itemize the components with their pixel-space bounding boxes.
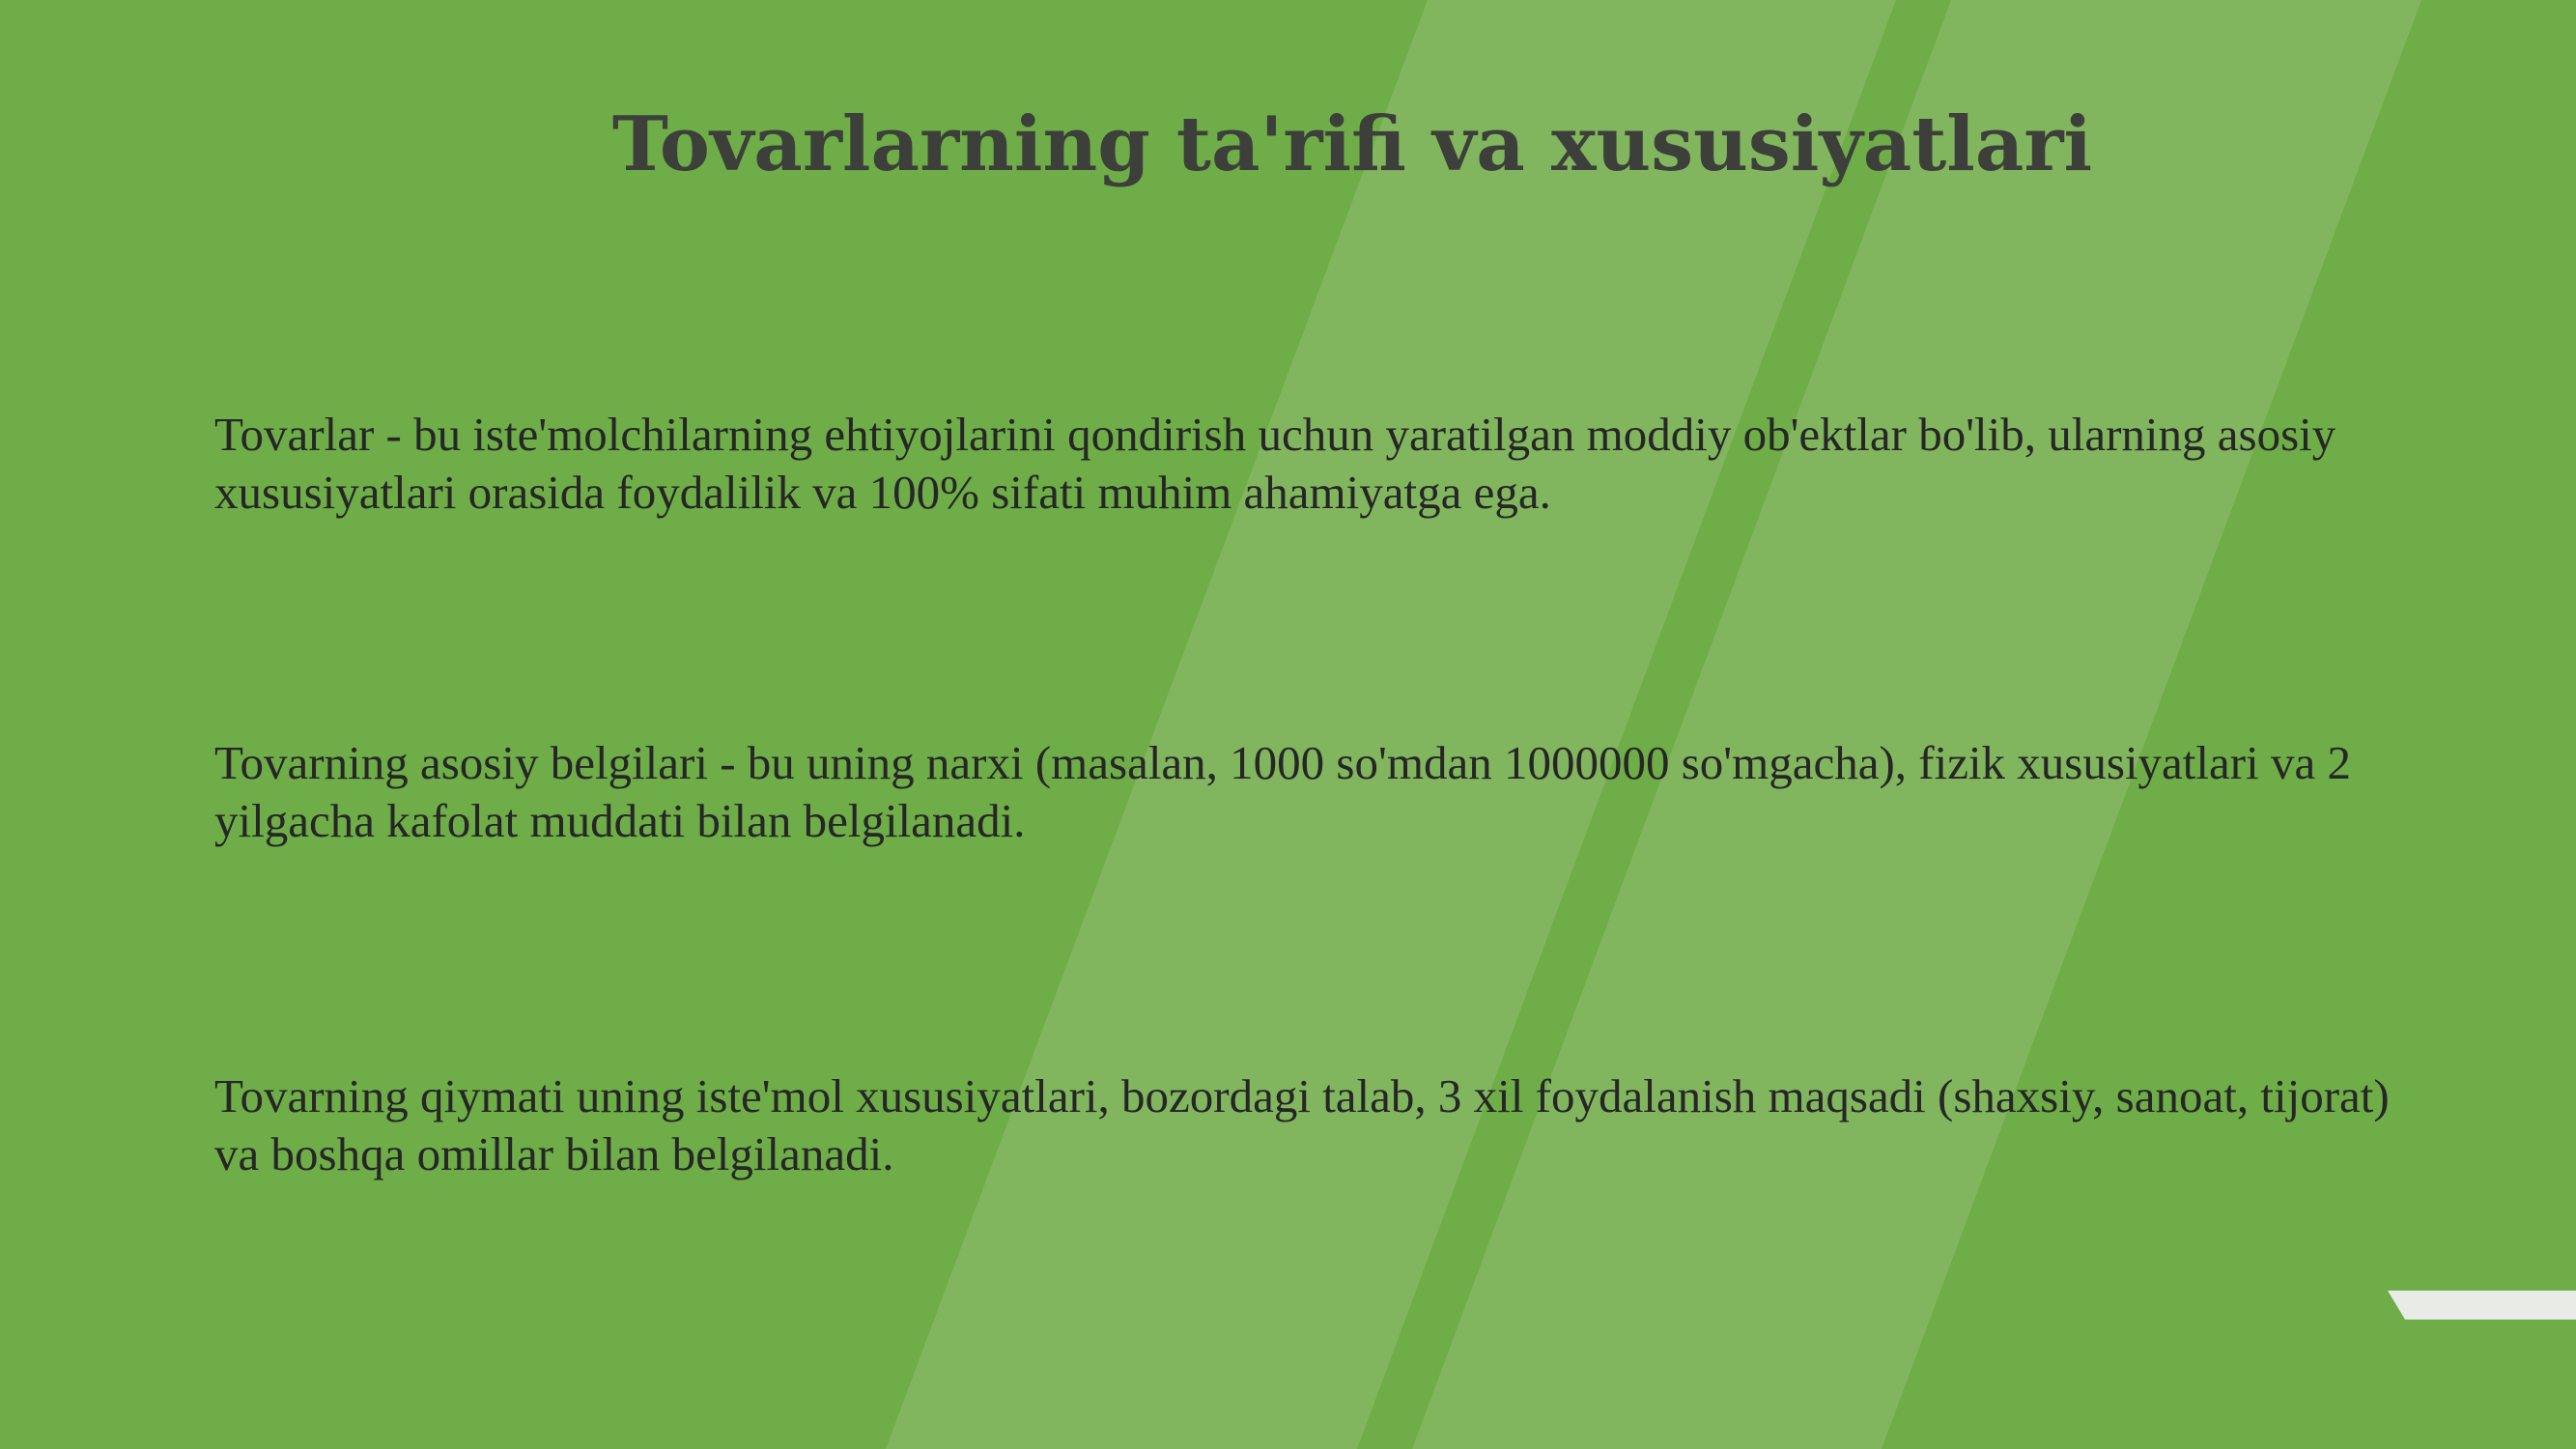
paragraph-main-features: Tovarning asosiy belgilari - bu uning narxi (masalan, 1000 so'mdan 1000000 so'mgacha), fizik xususiyatlari va 2 yilgacha kafolat muddati bilan belgilanadi.: [214, 736, 2351, 847]
slide-title: Tovarlarning ta'rifi va xususiyatlari: [611, 100, 2093, 188]
paragraph-definition: Tovarlar - bu iste'molchilarning ehtiyojlarini qondirish uchun yaratilgan moddiy ob'ektlar bo'lib, ularning asosiy xususiyatlari orasida foydalilik va 100% sifati muhim ahamiyatga ega.: [214, 408, 2336, 519]
corner-tab-shape: [2388, 1291, 2576, 1320]
paragraph-value: Tovarning qiymati uning iste'mol xususiyatlari, bozordagi talab, 3 xil foydalanish maqsadi (shaxsiy, sanoat, tijorat) va boshqa omillar bilan belgilanadi.: [214, 1069, 2390, 1180]
